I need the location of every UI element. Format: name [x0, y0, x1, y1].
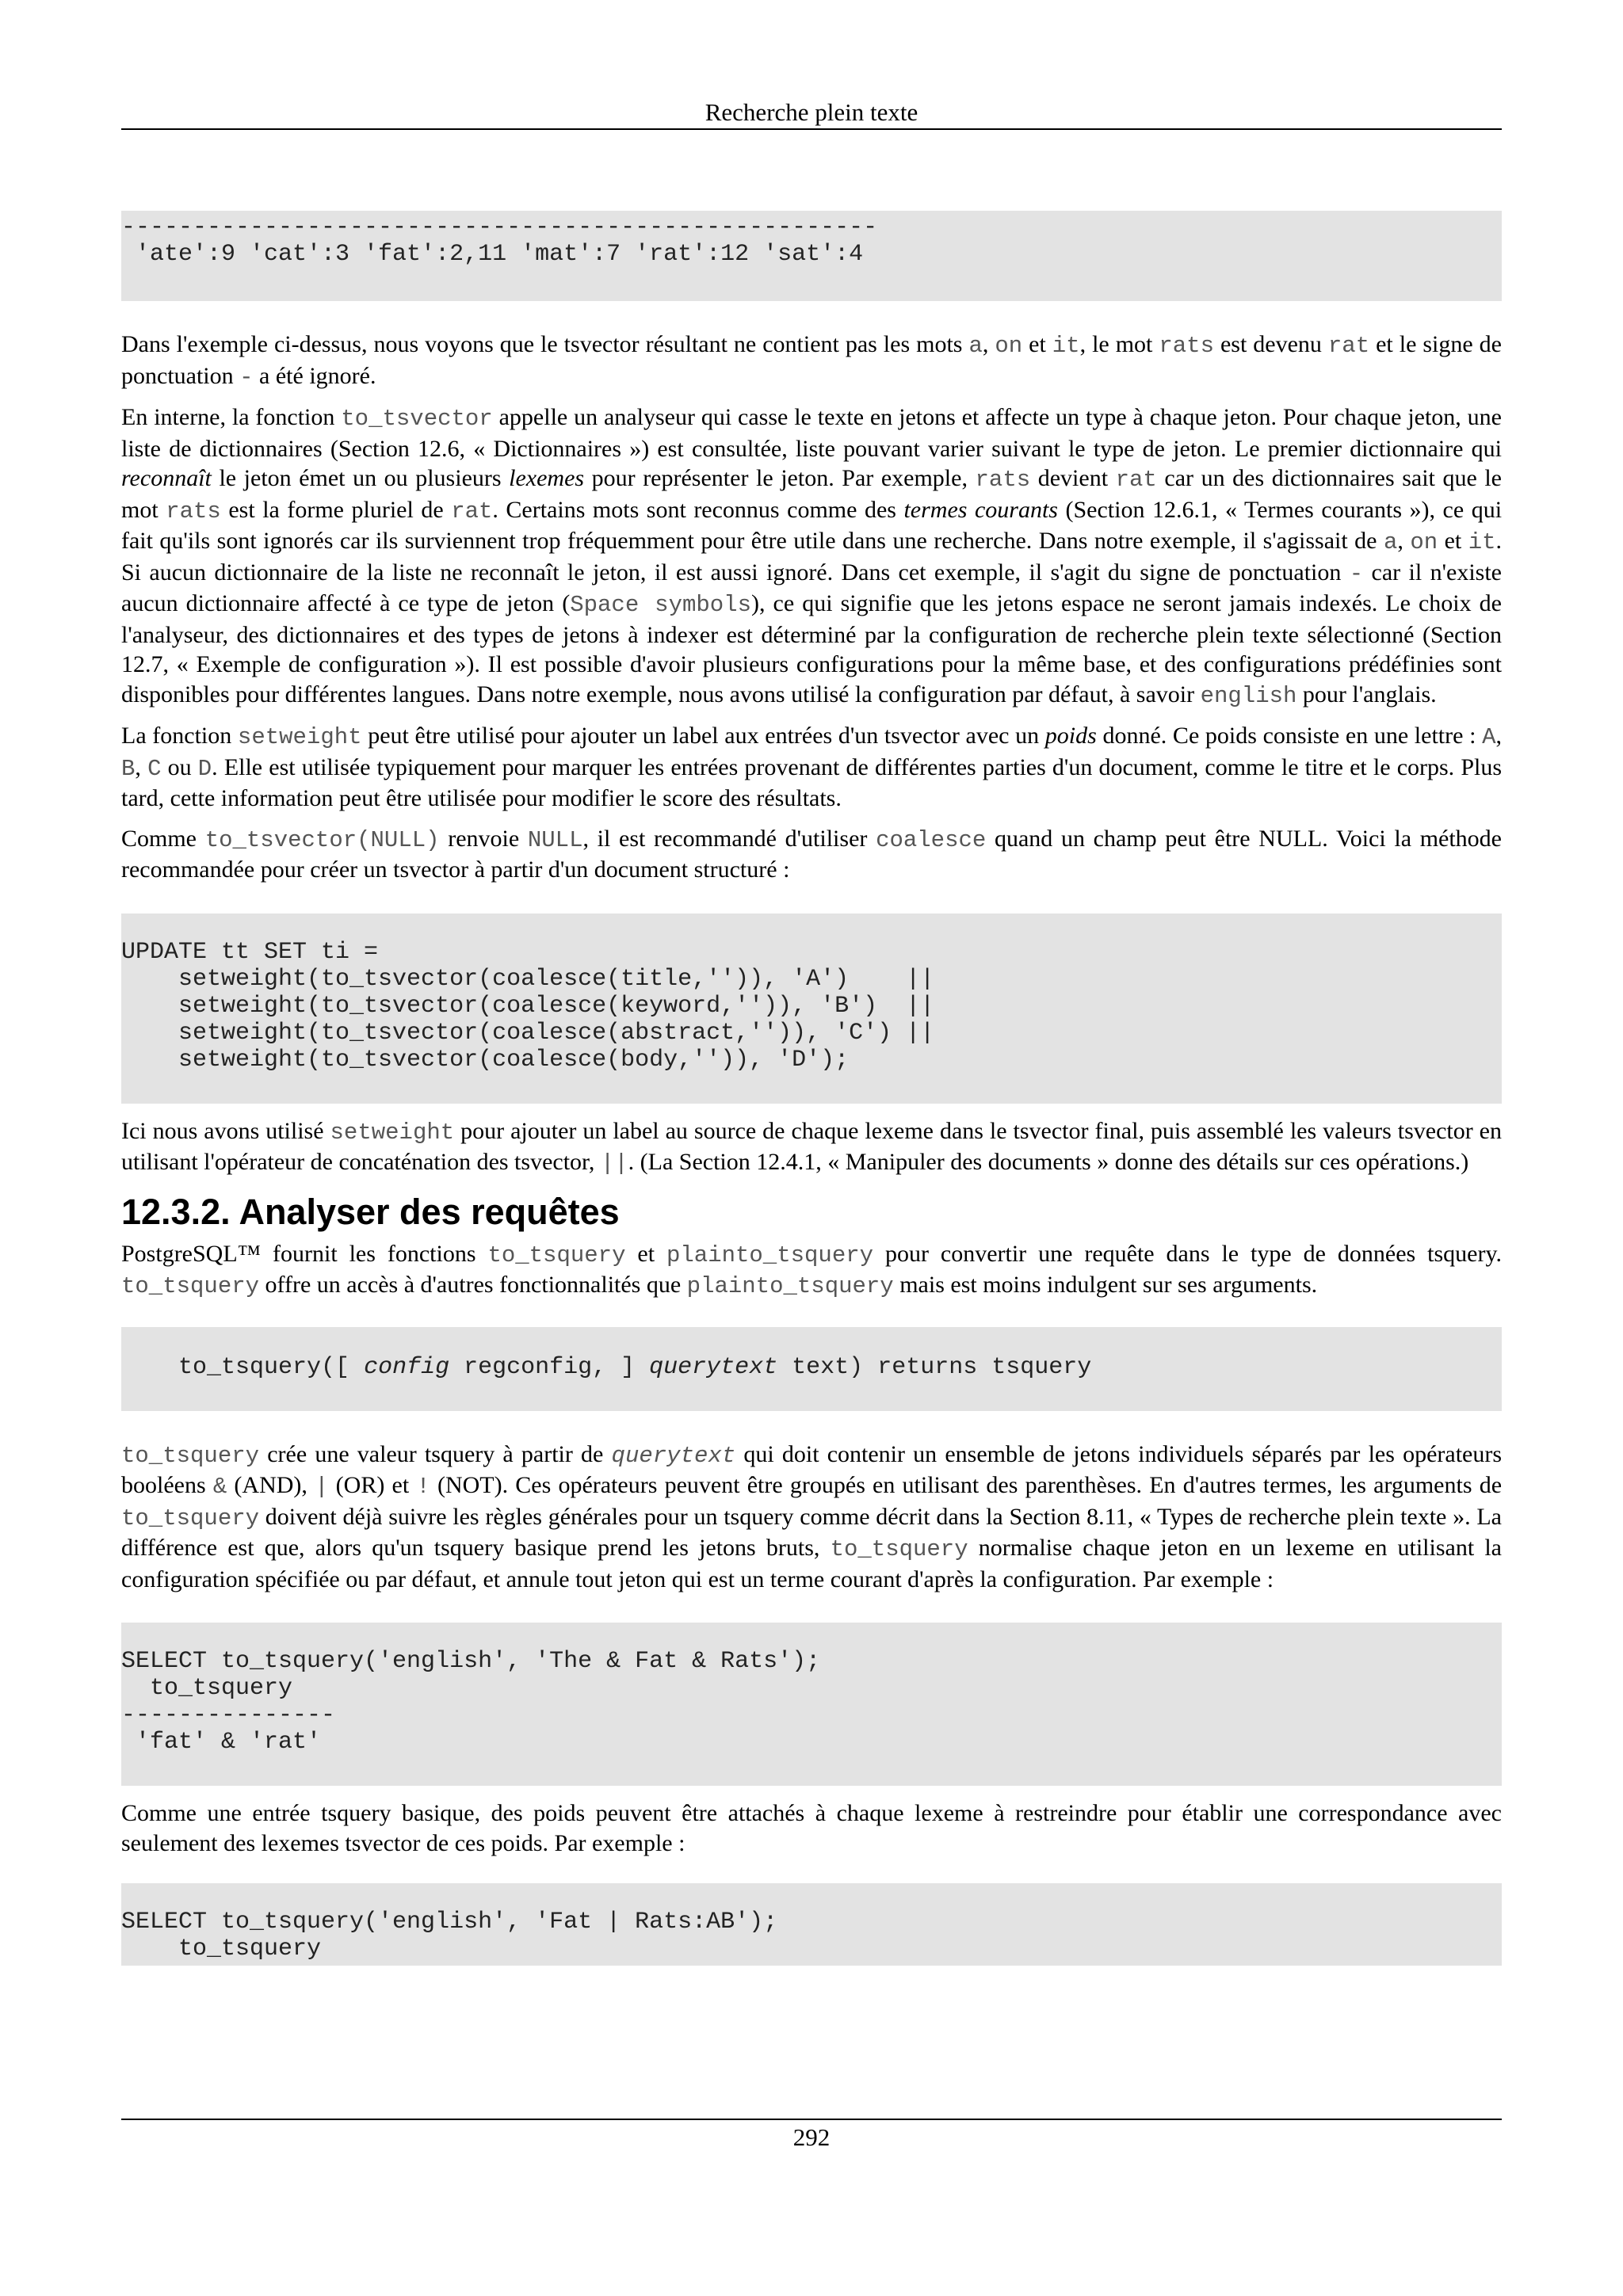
- paragraph-weights: [121, 1798, 1502, 1858]
- text: . Si aucun dictionnaire de la liste ne reconnaît le jeton, il est aussi ignoré. Dans cet exemple, il s'agit du signe de ponctuation: [121, 528, 1503, 585]
- inline-code: B: [121, 755, 136, 782]
- text: ,: [135, 753, 148, 780]
- inline-code: to_tsvector: [341, 406, 493, 432]
- text: Comme: [121, 825, 205, 852]
- code-line: UPDATE tt SET ti =: [121, 938, 379, 966]
- inline-code: setweight: [330, 1119, 455, 1146]
- inline-code: ||: [600, 1150, 628, 1177]
- text: et: [1022, 331, 1052, 357]
- inline-code: to_tsquery: [487, 1241, 626, 1268]
- page-content: [121, 211, 1502, 1966]
- code-line: 'fat' & 'rat': [121, 1729, 322, 1756]
- text: Comme une entrée tsquery basique, des poids peuvent être attachés à chaque lexeme à restreindre pour établir une correspondance avec seulement des lexemes tsvector de ces poids. Par exemple :: [121, 1800, 1502, 1856]
- inline-code: a: [1383, 529, 1398, 555]
- code-block-tsquery-example: [121, 1623, 1502, 1786]
- code-line: setweight(to_tsvector(coalesce(body,'')), 'D');: [121, 1046, 850, 1074]
- paragraph-ignored-words: [121, 330, 1502, 392]
- code-block-to-tsquery-synopsis: [121, 1327, 1502, 1411]
- emphasis: termes courants: [903, 496, 1058, 523]
- code-line: setweight(to_tsvector(coalesce(abstract,'')), 'C') ||: [121, 1019, 935, 1047]
- code-line: SELECT to_tsquery('english', 'Fat | Rats:AB');: [121, 1909, 778, 1936]
- text: (NOT). Ces opérateurs peuvent être groupés en utilisant des parenthèses. En d'autres termes, les arguments de: [430, 1472, 1503, 1498]
- text: PostgreSQL™ fournit les fonctions: [121, 1240, 488, 1267]
- text: ), ce qui signifie que les jetons espace ne seront jamais indexés. Le choix de l'analyseur, des dictionnaires et des types de jetons à indexer est déterminé par la configuration de recherche plein texte sélectionné (Section 12.7, « Exemple de configuration »). Il est possible d'avoir plusieurs configurations pour la même base, et des configurations prédéfinies sont disponibles pour différentes langues. Dans notre exemple, nous avons utilisé la configuration par défaut, à savoir: [121, 590, 1502, 707]
- inline-code: to_tsvector(NULL): [204, 826, 440, 853]
- code-line: setweight(to_tsvector(coalesce(keyword,'')), 'B') ||: [121, 992, 935, 1020]
- inline-code: rat: [1115, 467, 1157, 493]
- inline-code: coalesce: [876, 826, 987, 853]
- inline-code: english: [1200, 682, 1297, 709]
- inline-code: A: [1482, 724, 1496, 750]
- text: le jeton émet un ou plusieurs: [211, 465, 510, 491]
- inline-code: rats: [1159, 333, 1214, 359]
- text: donné. Ce poids consiste en une lettre :: [1096, 723, 1483, 749]
- text: normalise chaque jeton en un lexeme en utilisant la configuration spécifiée ou par défaut, et annule tout jeton qui est un terme courant d'après la configuration. Par exemple :: [121, 1535, 1502, 1592]
- inline-code: !: [416, 1474, 430, 1500]
- text: car il n'existe aucun dictionnaire affecté à ce type de jeton (: [121, 559, 1502, 616]
- text: et: [1438, 528, 1468, 554]
- code-line: SELECT to_tsquery('english', 'The & Fat & Rats');: [121, 1648, 821, 1675]
- inline-code: on: [995, 333, 1023, 359]
- text: qui doit contenir un ensemble de jetons individuels séparés par les opérateurs booléens: [121, 1440, 1503, 1498]
- emphasis: reconnaît: [121, 465, 212, 491]
- text: renvoie: [439, 825, 528, 852]
- text: pour l'anglais.: [1296, 681, 1437, 707]
- text: ,: [1495, 723, 1502, 749]
- inline-code: to_tsquery: [121, 1442, 260, 1469]
- text: . Certains mots sont reconnus comme des: [492, 496, 904, 523]
- inline-code: setweight: [237, 724, 362, 750]
- text: pour représenter le jeton. Par exemple,: [584, 465, 976, 491]
- paragraph-coalesce: [121, 824, 1502, 885]
- footer-divider: [121, 2119, 1502, 2120]
- inline-code: a: [968, 333, 983, 359]
- code-placeholder: querytext: [649, 1353, 778, 1381]
- paragraph-to-tsquery-details: [121, 1440, 1502, 1595]
- inline-code: D: [197, 755, 212, 782]
- code-line: 'ate':9 'cat':3 'fat':2,11 'mat':7 'rat':12 'sat':4: [121, 241, 864, 268]
- inline-code: -: [239, 364, 254, 391]
- inline-code: on: [1410, 529, 1438, 555]
- text: La fonction: [121, 723, 238, 749]
- code-text: to_tsquery([: [121, 1353, 365, 1381]
- paragraph-concatenation: [121, 1116, 1502, 1179]
- text: Dans l'exemple ci-dessus, nous voyons que le tsvector résultant ne contient pas les mots: [121, 331, 969, 357]
- text: . Elle est utilisée typiquement pour marquer les entrées provenant de différentes parties d'un document, comme le titre et le corps. Plus tard, cette information peut être utilisée pour modifier le score des résultats.: [121, 753, 1503, 811]
- text: ,: [1397, 528, 1411, 554]
- running-header: Recherche plein texte: [705, 98, 918, 126]
- code-placeholder: config: [364, 1353, 450, 1381]
- code-line: ---------------: [121, 1702, 336, 1729]
- text: et le signe de ponctuation: [121, 331, 1502, 389]
- text: , le mot: [1079, 331, 1159, 357]
- text: crée une valeur tsquery à partir de: [259, 1440, 612, 1467]
- text: doivent déjà suivre les règles générales pour un tsquery comme décrit dans la Section 8.11, « Types de recherche plein texte ». La différence est que, alors qu'un tsquery basique prend les jetons bruts,: [121, 1503, 1502, 1561]
- text: et: [625, 1240, 666, 1267]
- emphasis: poids: [1044, 723, 1097, 749]
- text: (AND),: [227, 1472, 315, 1498]
- inline-code: -: [1349, 560, 1364, 587]
- code-block-update-setweight: [121, 913, 1502, 1104]
- code-text: text) returns tsquery: [777, 1353, 1092, 1381]
- text: pour convertir une requête dans le type de données tsquery.: [873, 1240, 1502, 1267]
- header-divider: [121, 128, 1502, 130]
- text: car un des dictionnaires sait que le mot: [121, 465, 1502, 523]
- inline-code: Space symbols: [570, 592, 751, 618]
- inline-code: it: [1468, 529, 1496, 555]
- inline-code: to_tsquery: [121, 1505, 260, 1531]
- text: devient: [1030, 465, 1116, 491]
- text: a été ignoré.: [253, 362, 376, 389]
- inline-code: rat: [1327, 333, 1370, 359]
- text: (OR) et: [328, 1472, 417, 1498]
- inline-code: rats: [975, 467, 1031, 493]
- text: ,: [982, 331, 995, 357]
- section-heading: 12.3.2. Analyser des requêtes: [121, 1191, 620, 1232]
- inline-code: C: [147, 755, 162, 782]
- inline-code: to_tsquery: [121, 1273, 260, 1299]
- code-line: to_tsquery: [121, 1675, 293, 1702]
- inline-code: NULL: [527, 826, 583, 853]
- inline-code: &: [212, 1474, 227, 1500]
- text: peut être utilisé pour ajouter un label aux entrées d'un tsvector avec un: [361, 723, 1045, 749]
- text: est la forme pluriel de: [220, 496, 452, 523]
- inline-code: plainto_tsquery: [666, 1241, 874, 1268]
- text: (Section 12.6.1, « Termes courants »), ce qui fait qu'ils sont ignorés car ils surviennent trop fréquemment pour être utile dans une recherche. Dans notre exemple, il s'agissait de: [121, 496, 1503, 554]
- text: pour ajouter un label au source de chaque lexeme dans le tsvector final, puis assemblé les valeurs tsvector en utilisant l'opérateur de concaténation des tsvector,: [121, 1117, 1502, 1175]
- inline-code: plainto_tsquery: [686, 1273, 894, 1299]
- code-line: setweight(to_tsvector(coalesce(title,'')), 'A') ||: [121, 965, 935, 993]
- text: En interne, la fonction: [121, 404, 342, 430]
- text: . (La Section 12.4.1, « Manipuler des documents » donne des détails sur ces opérations.): [628, 1149, 1469, 1175]
- code-line: -----------------------------------------------------: [121, 214, 878, 241]
- inline-code: rats: [166, 498, 221, 524]
- text: , il est recommandé d'utiliser: [582, 825, 876, 852]
- paragraph-query-functions: [121, 1239, 1502, 1302]
- code-block-tsvector-result: [121, 211, 1502, 301]
- text: Ici nous avons utilisé: [121, 1117, 330, 1144]
- text: ou: [161, 753, 198, 780]
- text: mais est moins indulgent sur ses arguments.: [893, 1272, 1318, 1298]
- code-block-tsquery-weights: [121, 1883, 1502, 1966]
- text: appelle un analyseur qui casse le texte en jetons et affecte un type à chaque jeton. Pour chaque jeton, une liste de dictionnaires (Section 12.6, « Dictionnaires ») est consultée, liste pouvant varier suivant le type de jeton. Le premier dictionnaire qui: [121, 404, 1502, 462]
- inline-code: rat: [451, 498, 493, 524]
- inline-code: it: [1052, 333, 1080, 359]
- paragraph-to-tsvector-internals: [121, 402, 1502, 711]
- emphasis: lexemes: [509, 465, 585, 491]
- inline-code: |: [315, 1474, 329, 1500]
- page-number: 292: [792, 2123, 831, 2151]
- text: offre un accès à d'autres fonctionnalités que: [259, 1272, 687, 1298]
- text: quand un champ peut être NULL. Voici la méthode recommandée pour créer un tsvector à partir d'un document structuré :: [121, 825, 1502, 883]
- inline-code: querytext: [611, 1442, 736, 1469]
- paragraph-setweight: [121, 721, 1502, 814]
- code-line: to_tsquery: [121, 1936, 322, 1962]
- inline-code: to_tsquery: [830, 1536, 968, 1562]
- code-text: regconfig, ]: [449, 1353, 650, 1381]
- text: est devenu: [1214, 331, 1328, 357]
